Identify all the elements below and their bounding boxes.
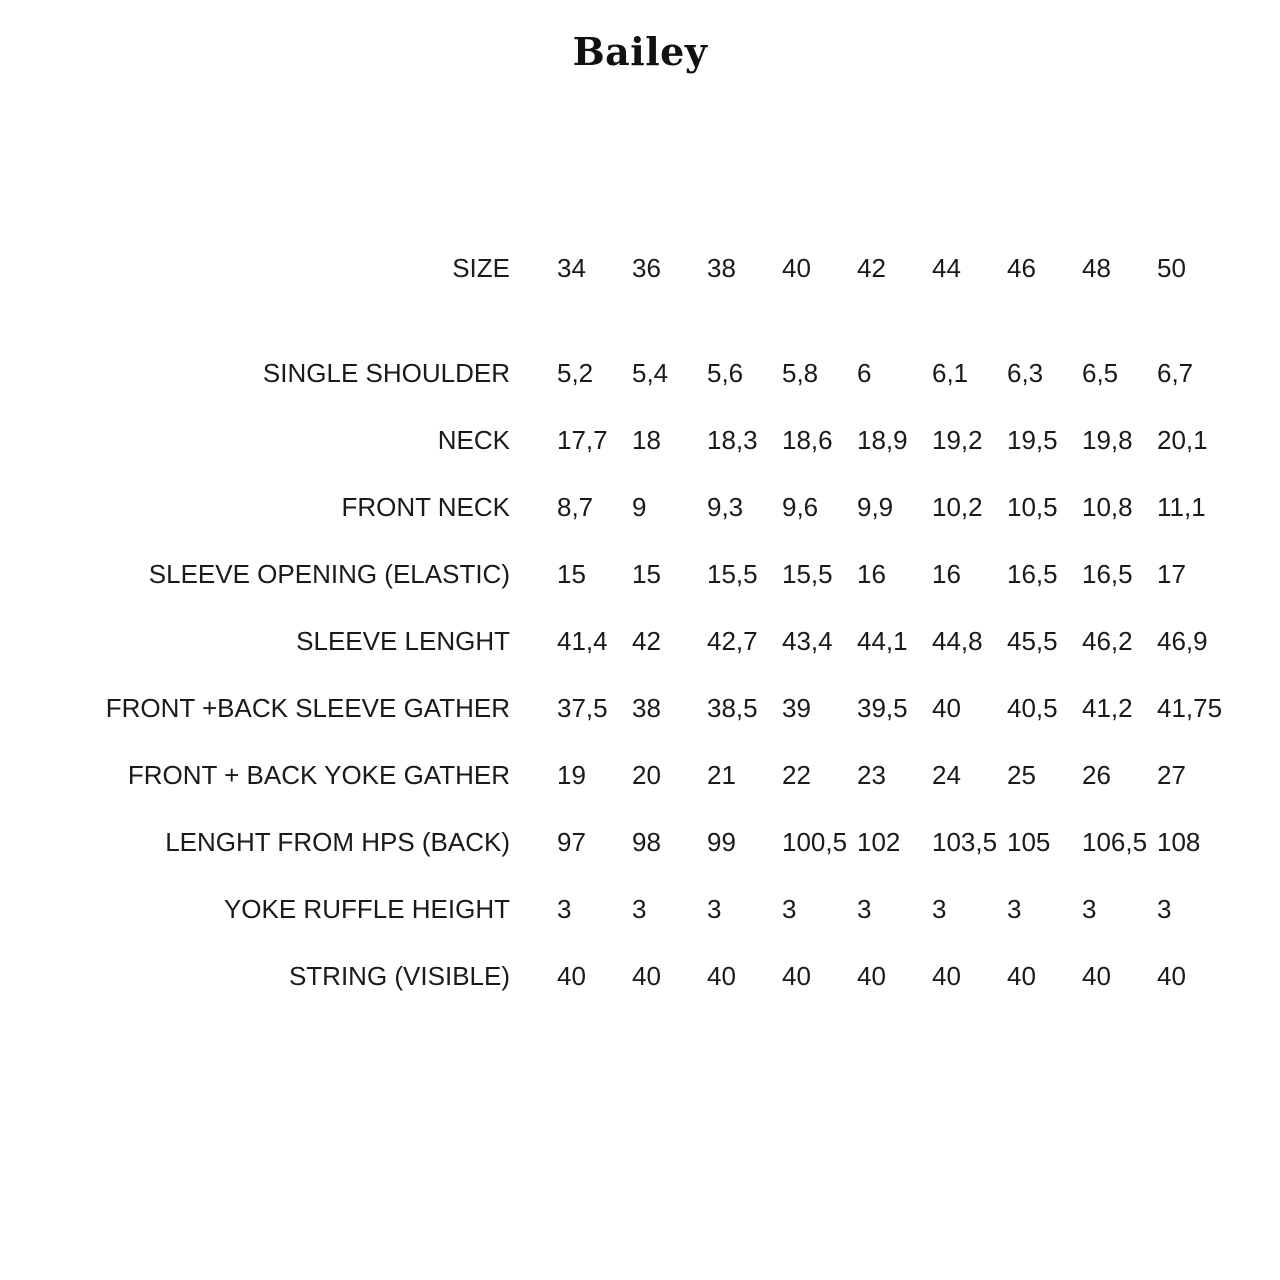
table-cell: 40 — [932, 693, 961, 723]
table-cell: 41,4 — [557, 626, 608, 656]
row-label: SLEEVE OPENING (ELASTIC) — [148, 559, 510, 589]
table-cell: 105 — [1007, 827, 1051, 857]
table-cell: 16 — [932, 559, 961, 589]
table-cell: 10,8 — [1082, 492, 1133, 522]
table-cell: 42 — [632, 626, 661, 656]
table-cell: 98 — [632, 827, 661, 857]
row-label: LENGHT FROM HPS (BACK) — [165, 827, 510, 857]
table-cell: 18 — [632, 425, 661, 455]
table-cell: 6,3 — [1007, 358, 1044, 388]
table-cell: 18,9 — [857, 425, 908, 455]
table-cell: 40 — [782, 961, 811, 991]
table-cell: 38 — [632, 693, 661, 723]
row-label: NECK — [437, 425, 510, 455]
table-cell: 38,5 — [707, 693, 758, 723]
table-cell: 24 — [932, 760, 961, 790]
table-cell: 15,5 — [707, 559, 758, 589]
size-cell: 42 — [857, 253, 886, 283]
table-cell: 26 — [1082, 760, 1111, 790]
table-cell: 21 — [707, 760, 736, 790]
table-cell: 3 — [557, 894, 572, 924]
size-cell: 46 — [1007, 253, 1036, 283]
table-cell: 44,1 — [857, 626, 908, 656]
table-cell: 20 — [632, 760, 661, 790]
table-cell: 39 — [782, 693, 811, 723]
row-label: SLEEVE LENGHT — [296, 626, 510, 656]
table-cell: 3 — [632, 894, 647, 924]
size-cell: 34 — [557, 253, 586, 283]
table-cell: 9,3 — [707, 492, 744, 522]
size-header-row — [0, 250, 1280, 286]
table-cell: 19,8 — [1082, 425, 1133, 455]
row-label: FRONT + BACK YOKE GATHER — [127, 760, 510, 790]
table-cell: 19,5 — [1007, 425, 1058, 455]
table-cell: 102 — [857, 827, 901, 857]
table-row-neck — [0, 422, 1280, 458]
table-cell: 41,2 — [1082, 693, 1133, 723]
table-cell: 45,5 — [1007, 626, 1058, 656]
table-cell: 17 — [1157, 559, 1186, 589]
table-cell: 3 — [707, 894, 722, 924]
table-cell: 5,2 — [557, 358, 594, 388]
table-cell: 23 — [857, 760, 886, 790]
table-cell: 6,1 — [932, 358, 969, 388]
table-cell: 5,8 — [782, 358, 819, 388]
table-cell: 9 — [632, 492, 647, 522]
table-row-sleeve-gather — [0, 690, 1280, 726]
table-cell: 37,5 — [557, 693, 608, 723]
table-cell: 19,2 — [932, 425, 983, 455]
table-cell: 9,9 — [857, 492, 894, 522]
table-cell: 10,5 — [1007, 492, 1058, 522]
table-cell: 40 — [557, 961, 586, 991]
table-cell: 18,3 — [707, 425, 758, 455]
table-cell: 40,5 — [1007, 693, 1058, 723]
table-cell: 3 — [1157, 894, 1172, 924]
table-cell: 15 — [632, 559, 661, 589]
brand-logo: Bailey — [572, 29, 708, 74]
table-cell: 40 — [707, 961, 736, 991]
table-cell: 40 — [632, 961, 661, 991]
table-cell: 6,7 — [1157, 358, 1194, 388]
table-cell: 19 — [557, 760, 586, 790]
table-cell: 44,8 — [932, 626, 983, 656]
table-cell: 41,75 — [1157, 693, 1223, 723]
size-cell: 36 — [632, 253, 661, 283]
table-cell: 3 — [1007, 894, 1022, 924]
table-cell: 43,4 — [782, 626, 833, 656]
table-cell: 3 — [932, 894, 947, 924]
size-cell: 40 — [782, 253, 811, 283]
table-cell: 16 — [857, 559, 886, 589]
table-cell: 5,4 — [632, 358, 669, 388]
table-cell: 20,1 — [1157, 425, 1208, 455]
row-label: SINGLE SHOULDER — [262, 358, 510, 388]
table-row-sleeve-opening — [0, 556, 1280, 592]
table-cell: 15 — [557, 559, 586, 589]
table-cell: 3 — [782, 894, 797, 924]
table-cell: 97 — [557, 827, 586, 857]
table-cell: 103,5 — [932, 827, 998, 857]
table-cell: 99 — [707, 827, 736, 857]
table-cell: 10,2 — [932, 492, 983, 522]
table-cell: 15,5 — [782, 559, 833, 589]
size-cell: 38 — [707, 253, 736, 283]
table-row-lenght-from-hps — [0, 824, 1280, 860]
table-cell: 16,5 — [1082, 559, 1133, 589]
row-label: FRONT NECK — [341, 492, 510, 522]
size-cell: 50 — [1157, 253, 1186, 283]
table-cell: 9,6 — [782, 492, 819, 522]
table-cell: 25 — [1007, 760, 1036, 790]
table-cell: 106,5 — [1082, 827, 1148, 857]
row-label: STRING (VISIBLE) — [288, 961, 510, 991]
table-cell: 40 — [1007, 961, 1036, 991]
table-cell: 40 — [932, 961, 961, 991]
table-cell: 27 — [1157, 760, 1186, 790]
table-row-yoke-ruffle-height — [0, 891, 1280, 927]
table-cell: 11,1 — [1157, 492, 1206, 522]
table-cell: 42,7 — [707, 626, 758, 656]
table-cell: 100,5 — [782, 827, 848, 857]
table-cell: 6,5 — [1082, 358, 1119, 388]
table-cell: 40 — [1157, 961, 1186, 991]
table-row-front-neck — [0, 489, 1280, 525]
size-cell: 48 — [1082, 253, 1111, 283]
table-row-yoke-gather — [0, 757, 1280, 793]
table-cell: 17,7 — [557, 425, 608, 455]
table-cell: 46,9 — [1157, 626, 1208, 656]
size-header-label: SIZE — [452, 253, 510, 283]
table-cell: 108 — [1157, 827, 1201, 857]
row-label: FRONT +BACK SLEEVE GATHER — [105, 693, 510, 723]
table-cell: 40 — [1082, 961, 1111, 991]
table-row-sleeve-lenght — [0, 623, 1280, 659]
size-cell: 44 — [932, 253, 961, 283]
table-cell: 8,7 — [557, 492, 594, 522]
table-cell: 6 — [857, 358, 872, 388]
table-row-single-shoulder — [0, 355, 1280, 391]
table-cell: 5,6 — [707, 358, 744, 388]
table-cell: 22 — [782, 760, 811, 790]
table-row-string-visible — [0, 958, 1280, 994]
table-cell: 3 — [1082, 894, 1097, 924]
table-cell: 46,2 — [1082, 626, 1133, 656]
table-cell: 40 — [857, 961, 886, 991]
table-cell: 39,5 — [857, 693, 908, 723]
table-cell: 18,6 — [782, 425, 833, 455]
table-cell: 16,5 — [1007, 559, 1058, 589]
row-label: YOKE RUFFLE HEIGHT — [223, 894, 510, 924]
table-cell: 3 — [857, 894, 872, 924]
